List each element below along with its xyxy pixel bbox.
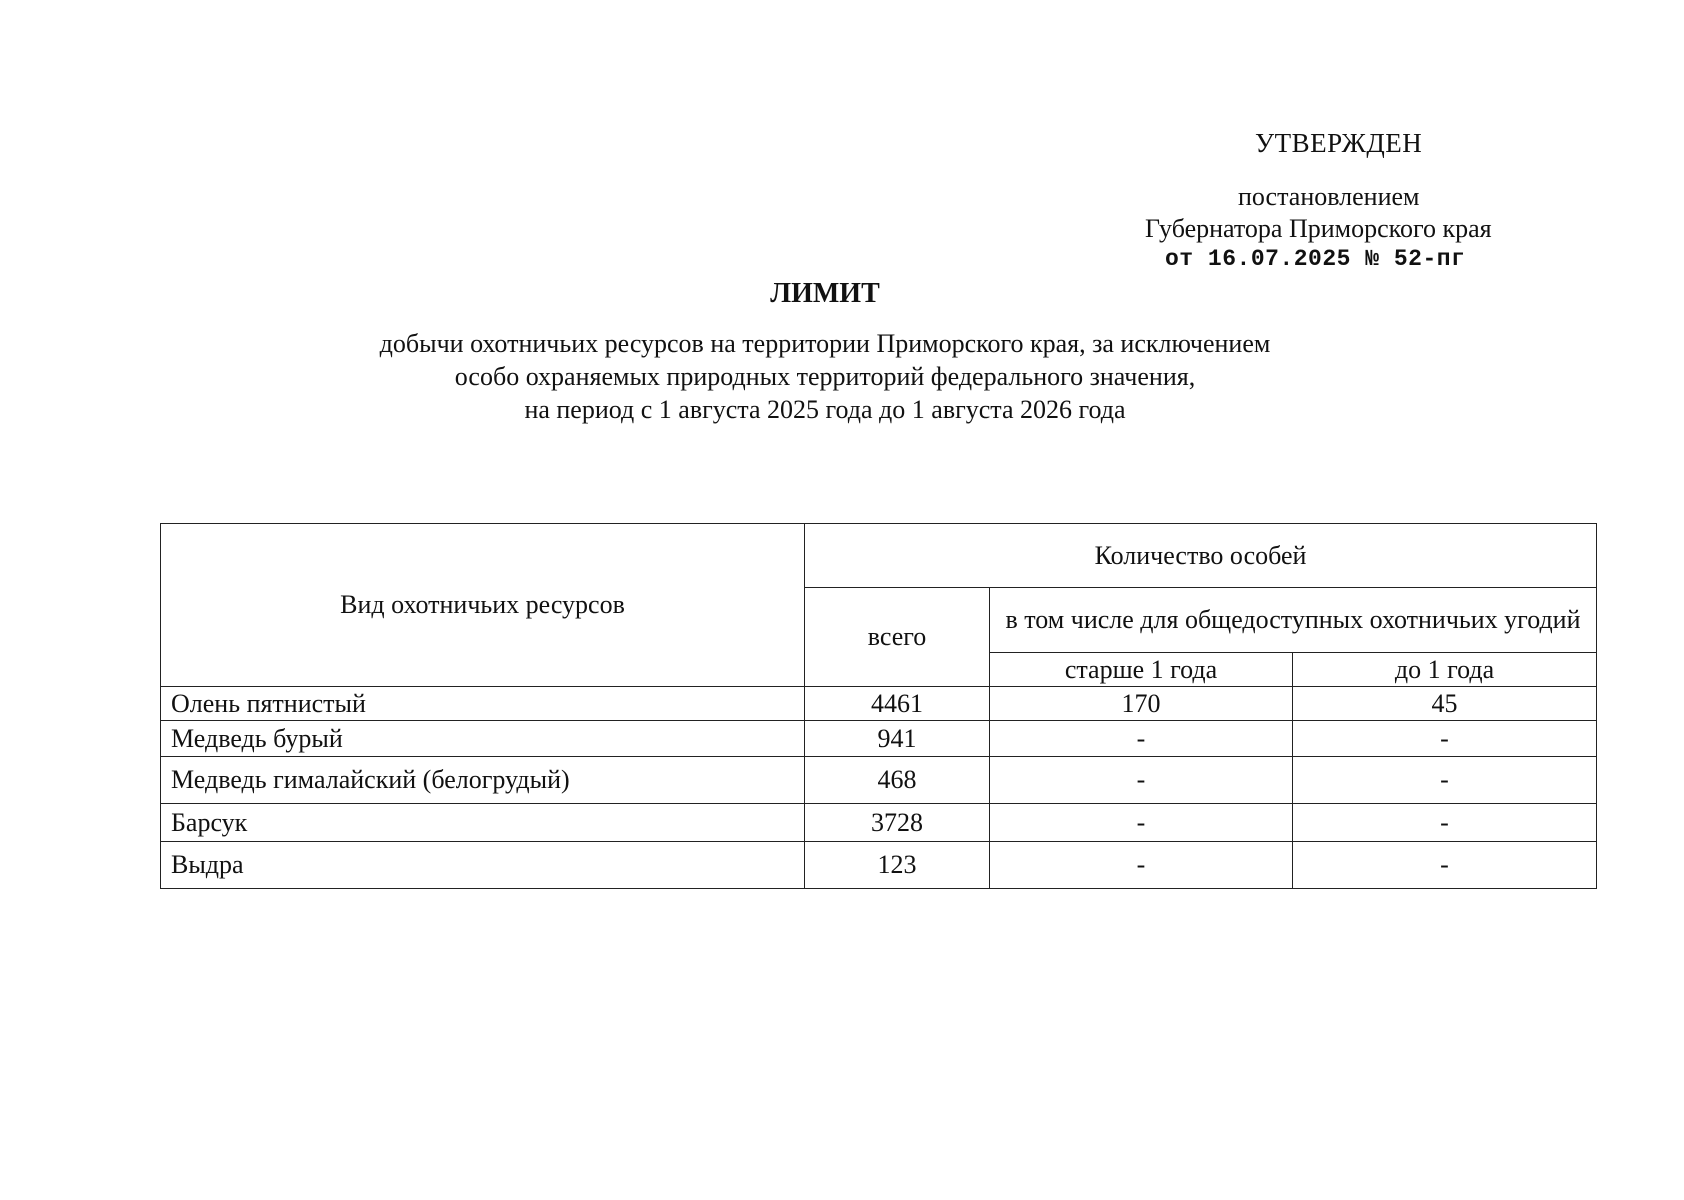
younger-count: - [1293,757,1597,804]
decree-line-2: Губернатора Приморского края [1145,214,1492,243]
total-count: 3728 [805,804,990,842]
total-count: 4461 [805,687,990,721]
older-count: - [990,804,1293,842]
header-under-1-year: до 1 года [1293,653,1597,687]
older-count: 170 [990,687,1293,721]
header-quantity: Количество особей [805,524,1597,588]
resource-name: Медведь гималайский (белогрудый) [161,757,805,804]
resource-name: Выдра [161,842,805,889]
limits-table [160,523,1597,889]
resource-name: Медведь бурый [161,721,805,757]
older-count: - [990,842,1293,889]
document-title: ЛИМИТ [770,278,880,309]
resource-name: Барсук [161,804,805,842]
decree-date-number: от 16.07.2025 № 52-пг [1165,246,1466,272]
younger-count: - [1293,721,1597,757]
resource-name: Олень пятнистый [161,687,805,721]
younger-count: - [1293,842,1597,889]
total-count: 941 [805,721,990,757]
header-older-than-1-year: старше 1 года [990,653,1293,687]
header-total: всего [805,588,990,687]
table-row [161,842,1597,889]
header-resource-type: Вид охотничьих ресурсов [161,524,805,687]
table-row [161,721,1597,757]
older-count: - [990,757,1293,804]
subtitle-line-3: на период с 1 августа 2025 года до 1 августа 2026 года [524,395,1126,424]
younger-count: - [1293,804,1597,842]
document-subtitle [0,327,1650,426]
table-row [161,757,1597,804]
decree-line-1: постановлением [1238,182,1420,211]
total-count: 123 [805,842,990,889]
table-row [161,687,1597,721]
older-count: - [990,721,1293,757]
header-public-grounds: в том числе для общедоступных охотничьих угодий [990,588,1597,653]
table-row [161,804,1597,842]
total-count: 468 [805,757,990,804]
subtitle-line-1: добычи охотничьих ресурсов на территории Приморского края, за исключением [379,329,1271,358]
approval-stamp-label: УТВЕРЖДЕН [1255,128,1423,158]
younger-count: 45 [1293,687,1597,721]
subtitle-line-2: особо охраняемых природных территорий федерального значения, [454,362,1196,391]
